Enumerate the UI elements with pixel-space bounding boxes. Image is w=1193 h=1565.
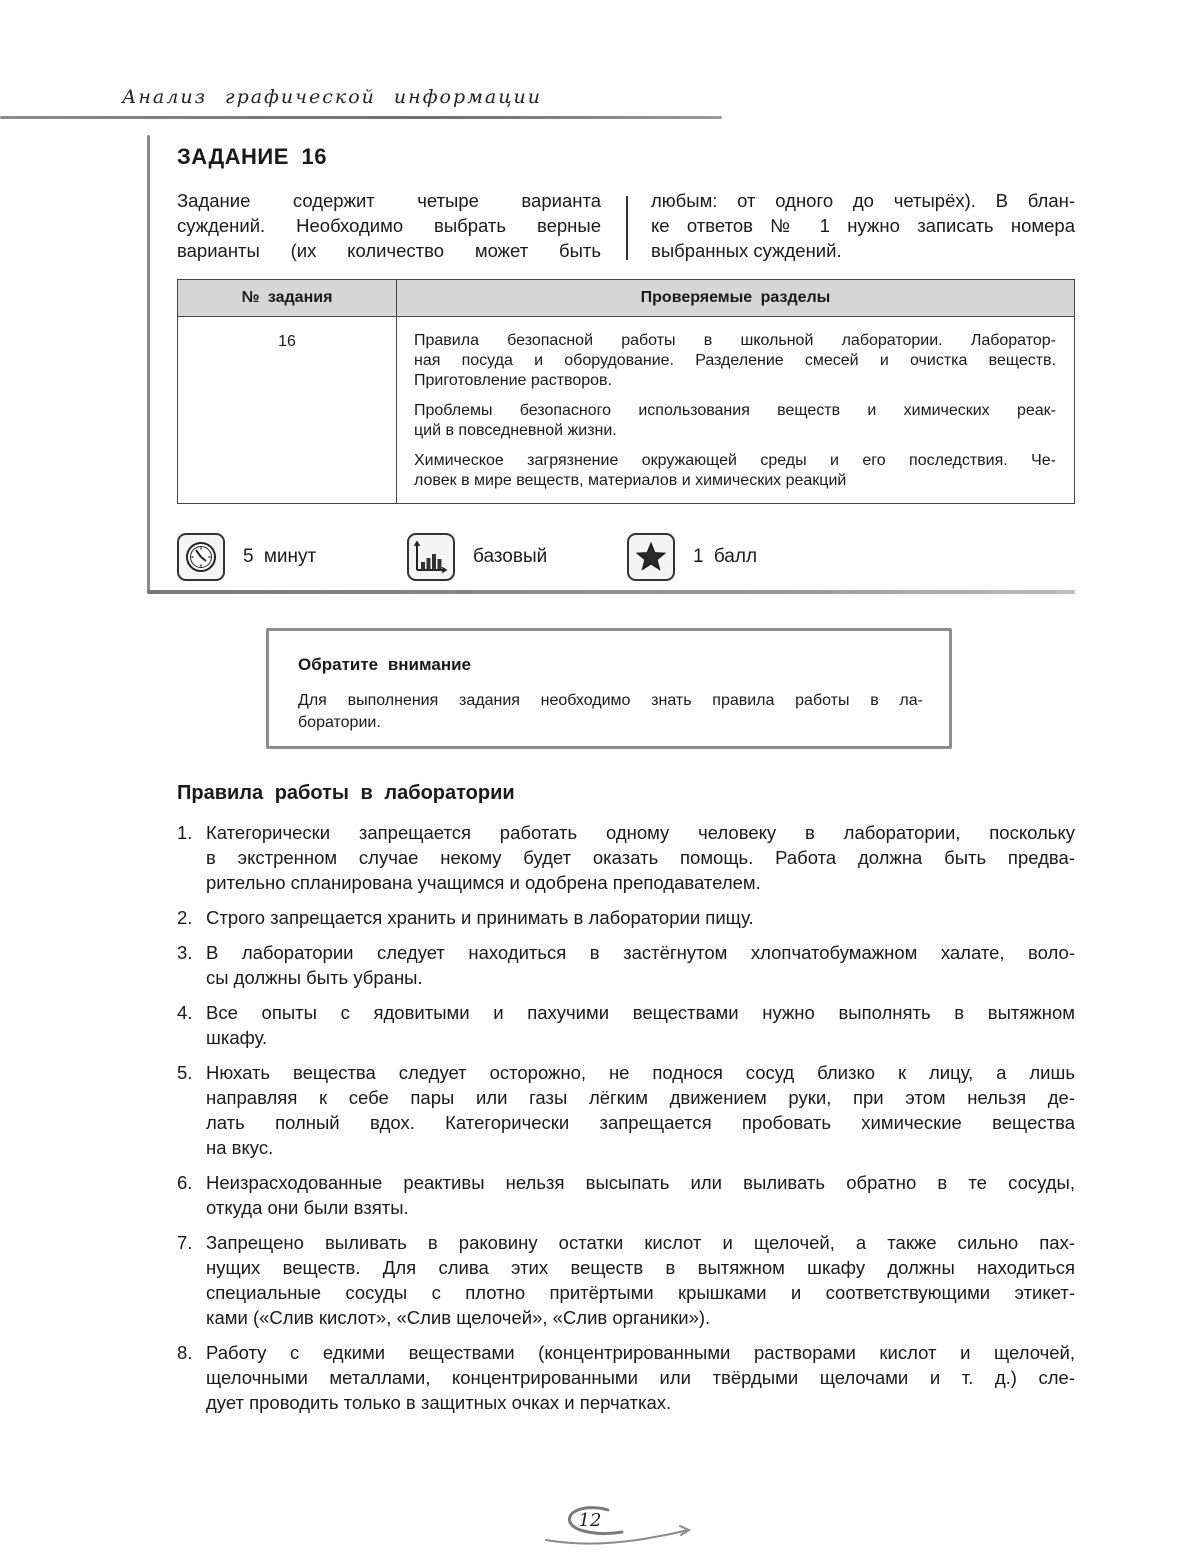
topic-line: Химическое загрязнение окружающей среды и его последствия. Че-	[414, 452, 1056, 469]
topic-line: Проблемы безопасного использования веществ и химических реак-	[414, 402, 1056, 419]
difficulty-indicator	[407, 532, 547, 582]
table-header-row	[178, 280, 1075, 317]
rule-line: Неизрасходованные реактивы нельзя высыпать или выливать обратно в те сосуды,	[206, 1172, 1075, 1193]
topic-line: ций в повседневной жизни.	[414, 422, 617, 439]
rule-line: ками («Слив кислот», «Слив щелочей», «Слив органики»).	[206, 1307, 711, 1328]
rule-line: Категорически запрещается работать одному человеку в лаборатории, поскольку	[206, 822, 1075, 843]
running-header: Анализ графической информации	[122, 86, 542, 108]
rule-line: Все опыты с ядовитыми и пахучими веществами нужно выполнять в вытяжном	[206, 1002, 1075, 1023]
column-header-task-number: № задания	[178, 280, 397, 317]
rules-list	[177, 820, 1075, 1425]
list-item	[177, 1170, 1075, 1220]
intro-line: суждений. Необходимо выбрать верные	[177, 215, 601, 236]
list-item	[177, 905, 1075, 930]
list-item	[177, 1000, 1075, 1050]
topic-line: Правила безопасной работы в школьной лаборатории. Лаборатор-	[414, 332, 1056, 349]
topic-line: ная посуда и оборудование. Разделение смесей и очистка веществ.	[414, 352, 1056, 369]
topic-line: ловек в мире веществ, материалов и химических реакций	[414, 472, 847, 489]
rule-line: Запрещено выливать в раковину остатки кислот и щелочей, а также сильно пах-	[206, 1232, 1075, 1253]
rule-number: 8.	[177, 1342, 193, 1363]
difficulty-label: базовый	[473, 546, 548, 567]
rule-line: Нюхать вещества следует осторожно, не поднося сосуд близко к лицу, а лишь	[206, 1062, 1075, 1083]
column-divider	[626, 196, 628, 260]
task-intro-right	[651, 188, 1075, 263]
list-item	[177, 1340, 1075, 1415]
list-item	[177, 940, 1075, 990]
rule-line: Работу с едкими веществами (концентрированными растворами кислот и щелочей,	[206, 1342, 1075, 1363]
rule-number: 5.	[177, 1062, 193, 1083]
intro-line: Задание содержит четыре варианта	[177, 190, 601, 211]
list-item	[177, 1230, 1075, 1330]
topic-paragraph	[414, 331, 1056, 391]
bar-chart-icon	[407, 533, 455, 581]
topics-table	[177, 279, 1075, 504]
intro-line: любым: от одного до четырёх). В блан-	[651, 190, 1075, 211]
list-item	[177, 1060, 1075, 1160]
task-frame-bottom-border	[147, 590, 1075, 594]
rule-line: сы должны быть убраны.	[206, 967, 423, 988]
note-title: Обратите внимание	[298, 655, 471, 674]
rule-line: направляя к себе пары или газы лёгким движением руки, при этом нельзя де-	[206, 1087, 1075, 1108]
rule-line: В лаборатории следует находиться в застёгнутом хлопчатобумажном халате, воло-	[206, 942, 1075, 963]
task-intro-left	[177, 188, 601, 263]
topics-cell	[397, 317, 1075, 504]
rule-line: рительно спланирована учащимся и одобрена преподавателем.	[206, 872, 761, 893]
note-text	[298, 690, 923, 734]
rule-number: 4.	[177, 1002, 193, 1023]
topic-paragraph	[414, 451, 1056, 491]
rule-line: Строго запрещается хранить и принимать в лаборатории пищу.	[206, 907, 754, 928]
rule-number: 1.	[177, 822, 193, 843]
time-indicator	[177, 532, 316, 582]
page-number-ornament	[540, 1500, 700, 1550]
star-icon	[627, 533, 675, 581]
table-row	[178, 317, 1075, 504]
topic-paragraph	[414, 401, 1056, 441]
rule-line: нущих веществ. Для слива этих веществ в вытяжном шкафу должны находиться	[206, 1257, 1075, 1278]
attention-note	[266, 628, 952, 749]
rule-line: лать полный вдох. Категорически запрещается пробовать химические вещества	[206, 1112, 1075, 1133]
rule-number: 3.	[177, 942, 193, 963]
intro-line: ке ответов № 1 нужно записать номера	[651, 215, 1075, 236]
intro-line: выбранных суждений.	[651, 240, 842, 261]
rule-number: 2.	[177, 907, 193, 928]
note-line: Для выполнения задания необходимо знать правила работы в ла-	[298, 692, 923, 709]
score-label: 1 балл	[693, 546, 758, 567]
score-indicator	[627, 532, 757, 582]
rules-heading: Правила работы в лаборатории	[177, 782, 515, 804]
rule-line: дует проводить только в защитных очках и перчатках.	[206, 1392, 672, 1413]
rule-line: на вкус.	[206, 1137, 274, 1158]
task-title: ЗАДАНИЕ 16	[177, 144, 328, 169]
task-number-cell: 16	[178, 317, 397, 504]
task-frame-left-border	[147, 135, 150, 593]
rule-line: специальные сосуды с плотно притёртыми крышками и соответствующими этикет-	[206, 1282, 1075, 1303]
rule-line: откуда они были взяты.	[206, 1197, 409, 1218]
intro-line: варианты (их количество может быть	[177, 240, 601, 261]
clock-icon	[177, 533, 225, 581]
rule-number: 6.	[177, 1172, 193, 1193]
header-rule	[0, 116, 722, 119]
rule-line: в экстренном случае некому будет оказать помощь. Работа должна быть предва-	[206, 847, 1075, 868]
note-line: боратории.	[298, 714, 381, 731]
list-item	[177, 820, 1075, 895]
page-number: 12	[578, 1510, 602, 1531]
rule-line: шкафу.	[206, 1027, 268, 1048]
rule-number: 7.	[177, 1232, 193, 1253]
column-header-topics: Проверяемые разделы	[397, 280, 1075, 317]
topic-line: Приготовление растворов.	[414, 372, 612, 389]
time-label: 5 минут	[243, 546, 317, 567]
rule-line: щелочными металлами, концентрированными или твёрдыми щелочами и т. д.) сле-	[206, 1367, 1075, 1388]
